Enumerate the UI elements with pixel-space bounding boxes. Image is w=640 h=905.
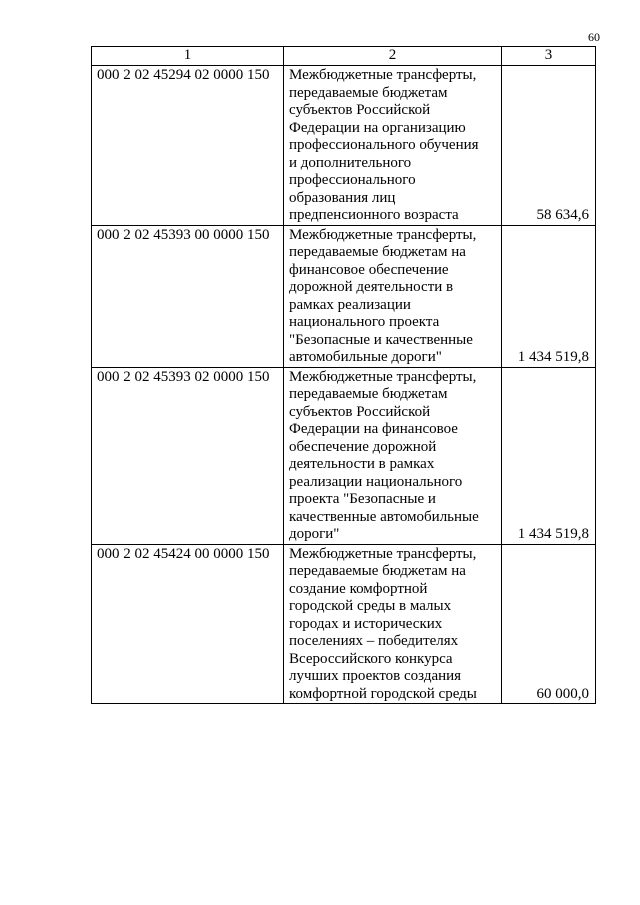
table-row: [92, 66, 596, 226]
table-row: [92, 544, 596, 704]
description-line: Федерации на финансовое: [289, 421, 458, 437]
description-line: предпенсионного возраста: [289, 207, 459, 223]
description-line: рамках реализации: [289, 296, 411, 313]
amount-cell: 1 434 519,8: [502, 225, 596, 367]
description-line: качественные автомобильные: [289, 508, 479, 525]
budget-code-cell: 000 2 02 45393 02 0000 150: [92, 367, 284, 544]
description-line: Межбюджетные трансферты,: [289, 545, 477, 562]
description-line: Межбюджетные трансферты,: [289, 67, 477, 83]
description-line: национального проекта: [289, 314, 440, 330]
table-header-row: [92, 47, 596, 66]
description-line: профессионального: [289, 172, 416, 188]
table-row: [92, 367, 596, 544]
description-line: деятельности в рамках: [289, 456, 435, 472]
description-line: передаваемые бюджетам на: [289, 244, 466, 260]
amount-cell: 58 634,6: [502, 66, 596, 226]
description-cell: [284, 544, 502, 704]
description-line: дороги": [289, 526, 340, 542]
description-line: передаваемые бюджетам: [289, 386, 448, 402]
description-line: Межбюджетные трансферты,: [289, 368, 477, 385]
description-line: и дополнительного: [289, 154, 412, 171]
column-header-1: 1: [92, 47, 284, 66]
description-line: "Безопасные и качественные: [289, 331, 473, 348]
description-line: передаваемые бюджетам на: [289, 563, 466, 579]
description-line: создание комфортной: [289, 580, 428, 597]
description-line: проекта "Безопасные и: [289, 491, 436, 507]
description-line: образования лиц: [289, 189, 396, 206]
amount-cell: 60 000,0: [502, 544, 596, 704]
column-header-3: 3: [502, 47, 596, 66]
description-cell: [284, 66, 502, 226]
description-line: финансовое обеспечение: [289, 261, 449, 278]
description-line: реализации национального: [289, 473, 463, 490]
description-line: Федерации на организацию: [289, 119, 466, 136]
description-line: поселениях – победителях: [289, 633, 459, 649]
description-cell: [284, 367, 502, 544]
description-line: субъектов Российской: [289, 102, 431, 118]
description-line: профессионального обучения: [289, 137, 479, 153]
description-line: автомобильные дороги": [289, 349, 442, 365]
description-line: лучших проектов создания: [289, 668, 462, 684]
amount-cell: 1 434 519,8: [502, 367, 596, 544]
budget-table: [91, 46, 596, 704]
description-line: городской среды в малых: [289, 598, 452, 614]
description-line: передаваемые бюджетам: [289, 84, 448, 101]
description-line: комфортной городской среды: [289, 685, 477, 702]
description-line: городах и исторических: [289, 615, 443, 632]
description-line: дорожной деятельности в: [289, 279, 454, 295]
budget-code-cell: 000 2 02 45294 02 0000 150: [92, 66, 284, 226]
description-line: субъектов Российской: [289, 403, 431, 420]
column-header-2: 2: [284, 47, 502, 66]
description-line: Всероссийского конкурса: [289, 650, 453, 667]
description-line: обеспечение дорожной: [289, 438, 437, 455]
budget-code-cell: 000 2 02 45424 00 0000 150: [92, 544, 284, 704]
budget-code-cell: 000 2 02 45393 00 0000 150: [92, 225, 284, 367]
description-line: Межбюджетные трансферты,: [289, 226, 477, 243]
page-number: 60: [588, 30, 600, 44]
description-cell: [284, 225, 502, 367]
table-row: [92, 225, 596, 367]
